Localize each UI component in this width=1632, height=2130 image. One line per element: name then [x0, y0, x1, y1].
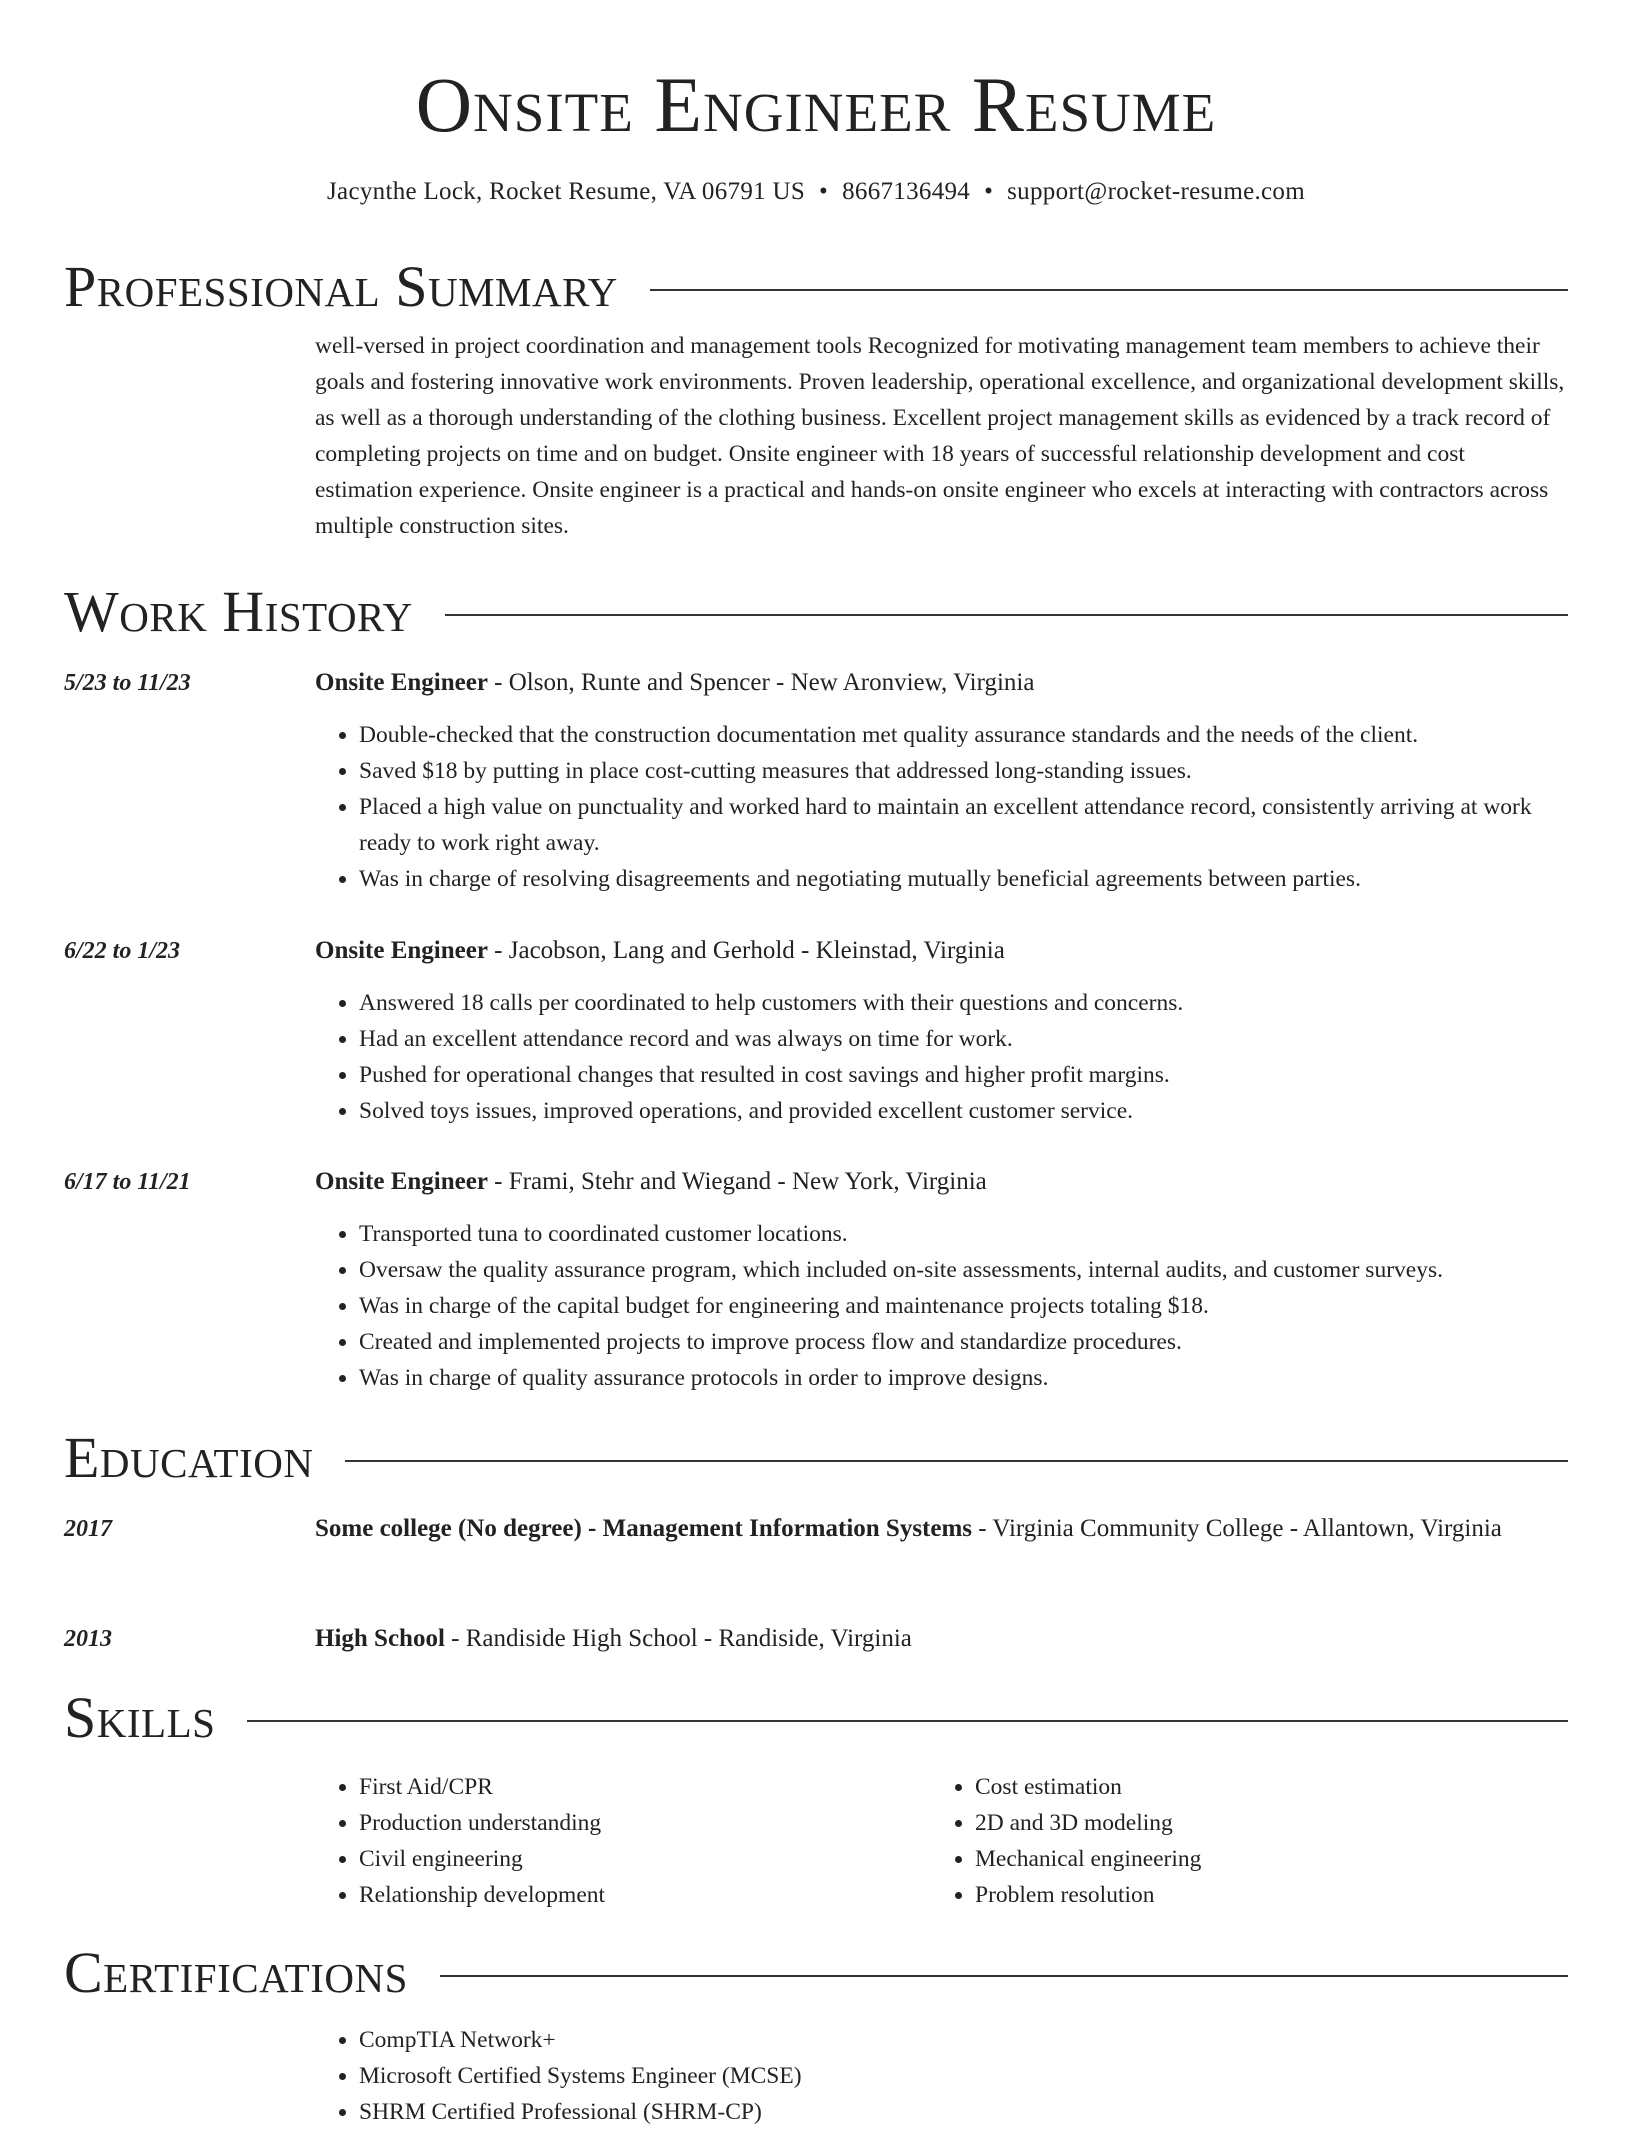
contact-line	[64, 172, 1568, 212]
job-employer: - Olson, Runte and Spencer - New Aronview, Virginia	[487, 669, 1035, 696]
section-title: Professional Summary	[64, 254, 618, 319]
list-item: • Double-checked that the construction documentation met quality assurance standards and the needs of the client.	[359, 717, 1568, 753]
job-entry	[64, 931, 1568, 1129]
list-item: • First Aid/CPR	[359, 1769, 931, 1805]
skills-column-left	[315, 1769, 931, 1913]
job-title: Onsite Engineer	[315, 937, 488, 964]
education-degree: High School	[315, 1625, 445, 1652]
contact-email: support@rocket-resume.com	[1007, 178, 1305, 205]
education-heading	[315, 1619, 1568, 1659]
work-history-section	[64, 577, 1568, 647]
job-employer: - Frami, Stehr and Wiegand - New York, Virginia	[487, 1168, 987, 1195]
contact-address: Jacynthe Lock, Rocket Resume, VA 06791 US	[327, 178, 806, 205]
education-school: - Virginia Community College - Allantown, Virginia	[972, 1515, 1502, 1542]
list-item: • Pushed for operational changes that resulted in cost savings and higher profit margins.	[359, 1057, 1568, 1093]
job-bullets	[315, 985, 1568, 1129]
job-heading	[315, 1162, 1568, 1202]
job-heading	[315, 663, 1568, 703]
list-item: • Created and implemented projects to improve process flow and standardize procedures.	[359, 1324, 1568, 1360]
section-header	[64, 1423, 1568, 1493]
job-bullets	[315, 1216, 1568, 1396]
list-item: • Microsoft Certified Systems Engineer (MCSE)	[359, 2058, 1568, 2094]
education-year: 2017	[64, 1516, 112, 1542]
contact-separator: •	[819, 178, 829, 205]
list-item: • Transported tuna to coordinated customer locations.	[359, 1216, 1568, 1252]
job-title: Onsite Engineer	[315, 669, 488, 696]
contact-phone: 8667136494	[842, 178, 971, 205]
job-entry	[64, 663, 1568, 897]
education-year: 2013	[64, 1626, 112, 1652]
section-title: Work History	[64, 579, 413, 644]
education-section	[64, 1423, 1568, 1493]
job-dates: 6/17 to 11/21	[64, 1169, 191, 1195]
list-item: • CompTIA Network+	[359, 2022, 1568, 2058]
section-divider	[440, 1975, 1568, 1977]
job-entry	[64, 1162, 1568, 1396]
list-item: • 2D and 3D modeling	[975, 1805, 1547, 1841]
list-item: • SHRM Certified Professional (SHRM-CP)	[359, 2094, 1568, 2130]
list-item: • Production understanding	[359, 1805, 931, 1841]
education-school: - Randiside High School - Randiside, Virginia	[444, 1625, 912, 1652]
section-header	[64, 1938, 1568, 2008]
job-dates: 5/23 to 11/23	[64, 670, 191, 696]
list-item: • Oversaw the quality assurance program, which included on-site assessments, internal audits, and customer surveys.	[359, 1252, 1568, 1288]
section-divider	[650, 289, 1568, 291]
section-divider	[445, 614, 1568, 616]
skills-section	[64, 1683, 1568, 1913]
section-header	[64, 1683, 1568, 1753]
education-degree: Some college (No degree) - Management Information Systems	[315, 1515, 973, 1542]
list-item: • Answered 18 calls per coordinated to help customers with their questions and concerns.	[359, 985, 1568, 1021]
section-title: Education	[64, 1425, 314, 1490]
list-item: • Civil engineering	[359, 1841, 931, 1877]
list-item: • Had an excellent attendance record and was always on time for work.	[359, 1021, 1568, 1057]
summary-section	[64, 252, 1568, 544]
certifications-section	[64, 1938, 1568, 2130]
summary-text: well-versed in project coordination and management tools Recognized for motivating management team members to achieve their goals and fostering innovative work environments. Proven leadership, operational excellence, and organizational development skills, as well as a thorough understanding of the clothing business. Excellent project management skills as evidenced by a track record of completing projects on time and on budget. Onsite engineer with 18 years of successful relationship development and cost estimation experience. Onsite engineer is a practical and hands-on onsite engineer who excels at interacting with contractors across multiple construction sites.	[315, 333, 1565, 539]
skills-column-right	[931, 1769, 1547, 1913]
certifications-list	[315, 2022, 1568, 2130]
section-header	[64, 577, 1568, 647]
education-entry	[64, 1509, 1568, 1549]
list-item: • Saved $18 by putting in place cost-cutting measures that addressed long-standing issues.	[359, 753, 1568, 789]
education-entry	[64, 1619, 1568, 1659]
skills-list	[315, 1769, 1568, 1913]
job-heading	[315, 931, 1568, 971]
job-bullets	[315, 717, 1568, 897]
education-heading	[315, 1509, 1568, 1549]
job-dates: 6/22 to 1/23	[64, 938, 181, 964]
list-item: • Was in charge of quality assurance protocols in order to improve designs.	[359, 1360, 1568, 1396]
list-item: • Was in charge of resolving disagreements and negotiating mutually beneficial agreements between parties.	[359, 861, 1568, 897]
section-divider	[345, 1460, 1568, 1462]
section-header	[64, 252, 1568, 322]
list-item: • Solved toys issues, improved operations, and provided excellent customer service.	[359, 1093, 1568, 1129]
section-divider	[247, 1720, 1568, 1722]
job-employer: - Jacobson, Lang and Gerhold - Kleinstad, Virginia	[487, 937, 1005, 964]
list-item: • Problem resolution	[975, 1877, 1547, 1913]
resume-title: Onsite Engineer Resume	[415, 61, 1217, 148]
list-item: • Relationship development	[359, 1877, 931, 1913]
list-item: • Mechanical engineering	[975, 1841, 1547, 1877]
job-title: Onsite Engineer	[315, 1168, 488, 1195]
contact-separator: •	[984, 178, 994, 205]
section-title: Certifications	[64, 1940, 408, 2005]
list-item: • Placed a high value on punctuality and worked hard to maintain an excellent attendance record, consistently arriving at work ready to work right away.	[359, 789, 1568, 861]
list-item: • Was in charge of the capital budget for engineering and maintenance projects totaling $18.	[359, 1288, 1568, 1324]
list-item: • Cost estimation	[975, 1769, 1547, 1805]
section-title: Skills	[64, 1685, 216, 1750]
